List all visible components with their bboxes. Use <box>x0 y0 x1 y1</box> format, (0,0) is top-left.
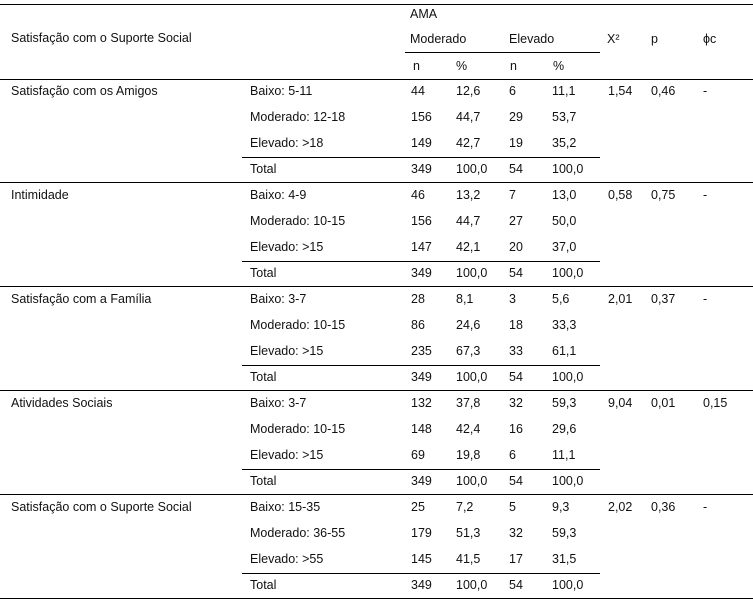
header-chi-square: X² <box>607 32 620 46</box>
phi-value: - <box>703 292 708 306</box>
row-elevado-n: 32 <box>509 526 523 540</box>
row-moderado-pct: 42,1 <box>456 240 481 254</box>
row-elevado-n: 27 <box>509 214 523 228</box>
row-moderado-pct: 7,2 <box>456 500 474 514</box>
section-label: Satisfação com a Família <box>11 292 152 306</box>
row-elevado-pct: 29,6 <box>552 422 577 436</box>
header-pct-elevado: % <box>553 59 565 73</box>
chi-square-value: 1,54 <box>608 84 633 98</box>
row-elevado-pct: 50,0 <box>552 214 577 228</box>
row-elevado-n: 29 <box>509 110 523 124</box>
row-elevado-n: 3 <box>509 292 516 306</box>
row-moderado-n: 46 <box>411 188 425 202</box>
row-elevado-pct: 59,3 <box>552 526 577 540</box>
row-elevado-n: 19 <box>509 136 523 150</box>
header-row-label: Satisfação com o Suporte Social <box>11 31 192 45</box>
total-elevado-n: 54 <box>509 578 523 592</box>
row-elevado-n: 6 <box>509 84 516 98</box>
p-value: 0,01 <box>651 396 676 410</box>
row-moderado-pct: 67,3 <box>456 344 481 358</box>
total-moderado-n: 349 <box>411 474 432 488</box>
row-level-label: Baixo: 3-7 <box>250 396 307 410</box>
row-elevado-pct: 61,1 <box>552 344 577 358</box>
row-elevado-pct: 13,0 <box>552 188 577 202</box>
row-moderado-pct: 42,4 <box>456 422 481 436</box>
row-level-label: Moderado: 10-15 <box>250 214 346 228</box>
row-moderado-pct: 19,8 <box>456 448 481 462</box>
row-level-label: Moderado: 10-15 <box>250 422 346 436</box>
header-p: p <box>651 32 658 46</box>
section-bottom-rule <box>0 494 753 495</box>
total-moderado-n: 349 <box>411 162 432 176</box>
row-level-label: Baixo: 3-7 <box>250 292 307 306</box>
total-level-label: Total <box>250 578 277 592</box>
subheader-rule <box>405 52 600 53</box>
row-moderado-n: 132 <box>411 396 432 410</box>
section-label: Satisfação com o Suporte Social <box>11 500 192 514</box>
total-level-label: Total <box>250 370 277 384</box>
row-moderado-pct: 12,6 <box>456 84 481 98</box>
row-moderado-n: 235 <box>411 344 432 358</box>
total-elevado-pct: 100,0 <box>552 162 584 176</box>
total-elevado-n: 54 <box>509 266 523 280</box>
total-moderado-pct: 100,0 <box>456 266 488 280</box>
header-bottom-rule <box>0 79 753 80</box>
header-phi: ϕc <box>703 32 717 46</box>
row-moderado-n: 148 <box>411 422 432 436</box>
row-elevado-pct: 33,3 <box>552 318 577 332</box>
row-elevado-n: 18 <box>509 318 523 332</box>
header-n-elevado: n <box>510 59 517 73</box>
total-elevado-pct: 100,0 <box>552 266 584 280</box>
row-level-label: Elevado: >55 <box>250 552 324 566</box>
header-pct-moderado: % <box>456 59 468 73</box>
row-moderado-n: 179 <box>411 526 432 540</box>
row-elevado-n: 33 <box>509 344 523 358</box>
total-elevado-n: 54 <box>509 370 523 384</box>
row-moderado-n: 25 <box>411 500 425 514</box>
row-level-label: Baixo: 15-35 <box>250 500 321 514</box>
total-moderado-n: 349 <box>411 370 432 384</box>
header-n-moderado: n <box>413 59 420 73</box>
section-label: Intimidade <box>11 188 69 202</box>
row-elevado-n: 20 <box>509 240 523 254</box>
row-moderado-pct: 37,8 <box>456 396 481 410</box>
row-moderado-pct: 8,1 <box>456 292 474 306</box>
total-level-label: Total <box>250 162 277 176</box>
row-moderado-n: 156 <box>411 110 432 124</box>
p-value: 0,75 <box>651 188 676 202</box>
row-level-label: Elevado: >15 <box>250 240 324 254</box>
row-level-label: Moderado: 10-15 <box>250 318 346 332</box>
phi-value: - <box>703 500 708 514</box>
row-moderado-pct: 24,6 <box>456 318 481 332</box>
row-moderado-pct: 42,7 <box>456 136 481 150</box>
row-level-label: Elevado: >15 <box>250 448 324 462</box>
total-elevado-pct: 100,0 <box>552 370 584 384</box>
row-level-label: Moderado: 36-55 <box>250 526 346 540</box>
total-rule <box>242 157 600 158</box>
row-elevado-pct: 11,1 <box>552 448 576 462</box>
section-label: Satisfação com os Amigos <box>11 84 158 98</box>
row-level-label: Baixo: 5-11 <box>250 84 313 98</box>
phi-value: - <box>703 188 708 202</box>
total-moderado-pct: 100,0 <box>456 578 488 592</box>
row-elevado-pct: 37,0 <box>552 240 577 254</box>
row-elevado-n: 5 <box>509 500 516 514</box>
row-moderado-pct: 51,3 <box>456 526 481 540</box>
row-moderado-n: 86 <box>411 318 425 332</box>
phi-value: 0,15 <box>703 396 728 410</box>
row-moderado-n: 147 <box>411 240 432 254</box>
total-rule <box>242 365 600 366</box>
header-elevado: Elevado <box>509 32 555 46</box>
total-elevado-pct: 100,0 <box>552 578 584 592</box>
total-rule <box>242 261 600 262</box>
total-elevado-pct: 100,0 <box>552 474 584 488</box>
row-moderado-pct: 44,7 <box>456 214 481 228</box>
row-moderado-n: 156 <box>411 214 432 228</box>
row-elevado-n: 32 <box>509 396 523 410</box>
total-moderado-pct: 100,0 <box>456 474 488 488</box>
top-rule <box>0 4 753 5</box>
row-elevado-n: 7 <box>509 188 516 202</box>
total-elevado-n: 54 <box>509 474 523 488</box>
section-label: Atividades Sociais <box>11 396 113 410</box>
row-elevado-pct: 31,5 <box>552 552 577 566</box>
total-rule <box>242 573 600 574</box>
row-level-label: Baixo: 4-9 <box>250 188 307 202</box>
row-moderado-n: 149 <box>411 136 432 150</box>
row-elevado-n: 16 <box>509 422 523 436</box>
row-level-label: Elevado: >15 <box>250 344 324 358</box>
row-level-label: Moderado: 12-18 <box>250 110 346 124</box>
row-moderado-pct: 44,7 <box>456 110 481 124</box>
header-group-label: AMA <box>410 7 438 21</box>
chi-square-value: 2,01 <box>608 292 633 306</box>
row-elevado-pct: 35,2 <box>552 136 577 150</box>
section-bottom-rule <box>0 286 753 287</box>
total-moderado-n: 349 <box>411 578 432 592</box>
phi-value: - <box>703 84 708 98</box>
row-elevado-pct: 9,3 <box>552 500 570 514</box>
total-moderado-pct: 100,0 <box>456 370 488 384</box>
chi-square-value: 9,04 <box>608 396 633 410</box>
row-elevado-pct: 53,7 <box>552 110 577 124</box>
chi-square-value: 2,02 <box>608 500 633 514</box>
row-moderado-pct: 13,2 <box>456 188 481 202</box>
row-level-label: Elevado: >18 <box>250 136 324 150</box>
row-moderado-n: 28 <box>411 292 425 306</box>
row-moderado-n: 145 <box>411 552 432 566</box>
total-moderado-n: 349 <box>411 266 432 280</box>
row-moderado-pct: 41,5 <box>456 552 481 566</box>
total-elevado-n: 54 <box>509 162 523 176</box>
row-elevado-n: 17 <box>509 552 523 566</box>
section-bottom-rule <box>0 598 753 599</box>
section-bottom-rule <box>0 182 753 183</box>
total-level-label: Total <box>250 266 277 280</box>
total-rule <box>242 469 600 470</box>
row-elevado-n: 6 <box>509 448 516 462</box>
p-value: 0,37 <box>651 292 676 306</box>
row-elevado-pct: 5,6 <box>552 292 570 306</box>
row-elevado-pct: 59,3 <box>552 396 577 410</box>
row-moderado-n: 44 <box>411 84 425 98</box>
chi-square-value: 0,58 <box>608 188 633 202</box>
p-value: 0,46 <box>651 84 676 98</box>
row-elevado-pct: 11,1 <box>552 84 576 98</box>
section-bottom-rule <box>0 390 753 391</box>
total-moderado-pct: 100,0 <box>456 162 488 176</box>
header-moderado: Moderado <box>410 32 467 46</box>
row-moderado-n: 69 <box>411 448 425 462</box>
p-value: 0,36 <box>651 500 676 514</box>
total-level-label: Total <box>250 474 277 488</box>
